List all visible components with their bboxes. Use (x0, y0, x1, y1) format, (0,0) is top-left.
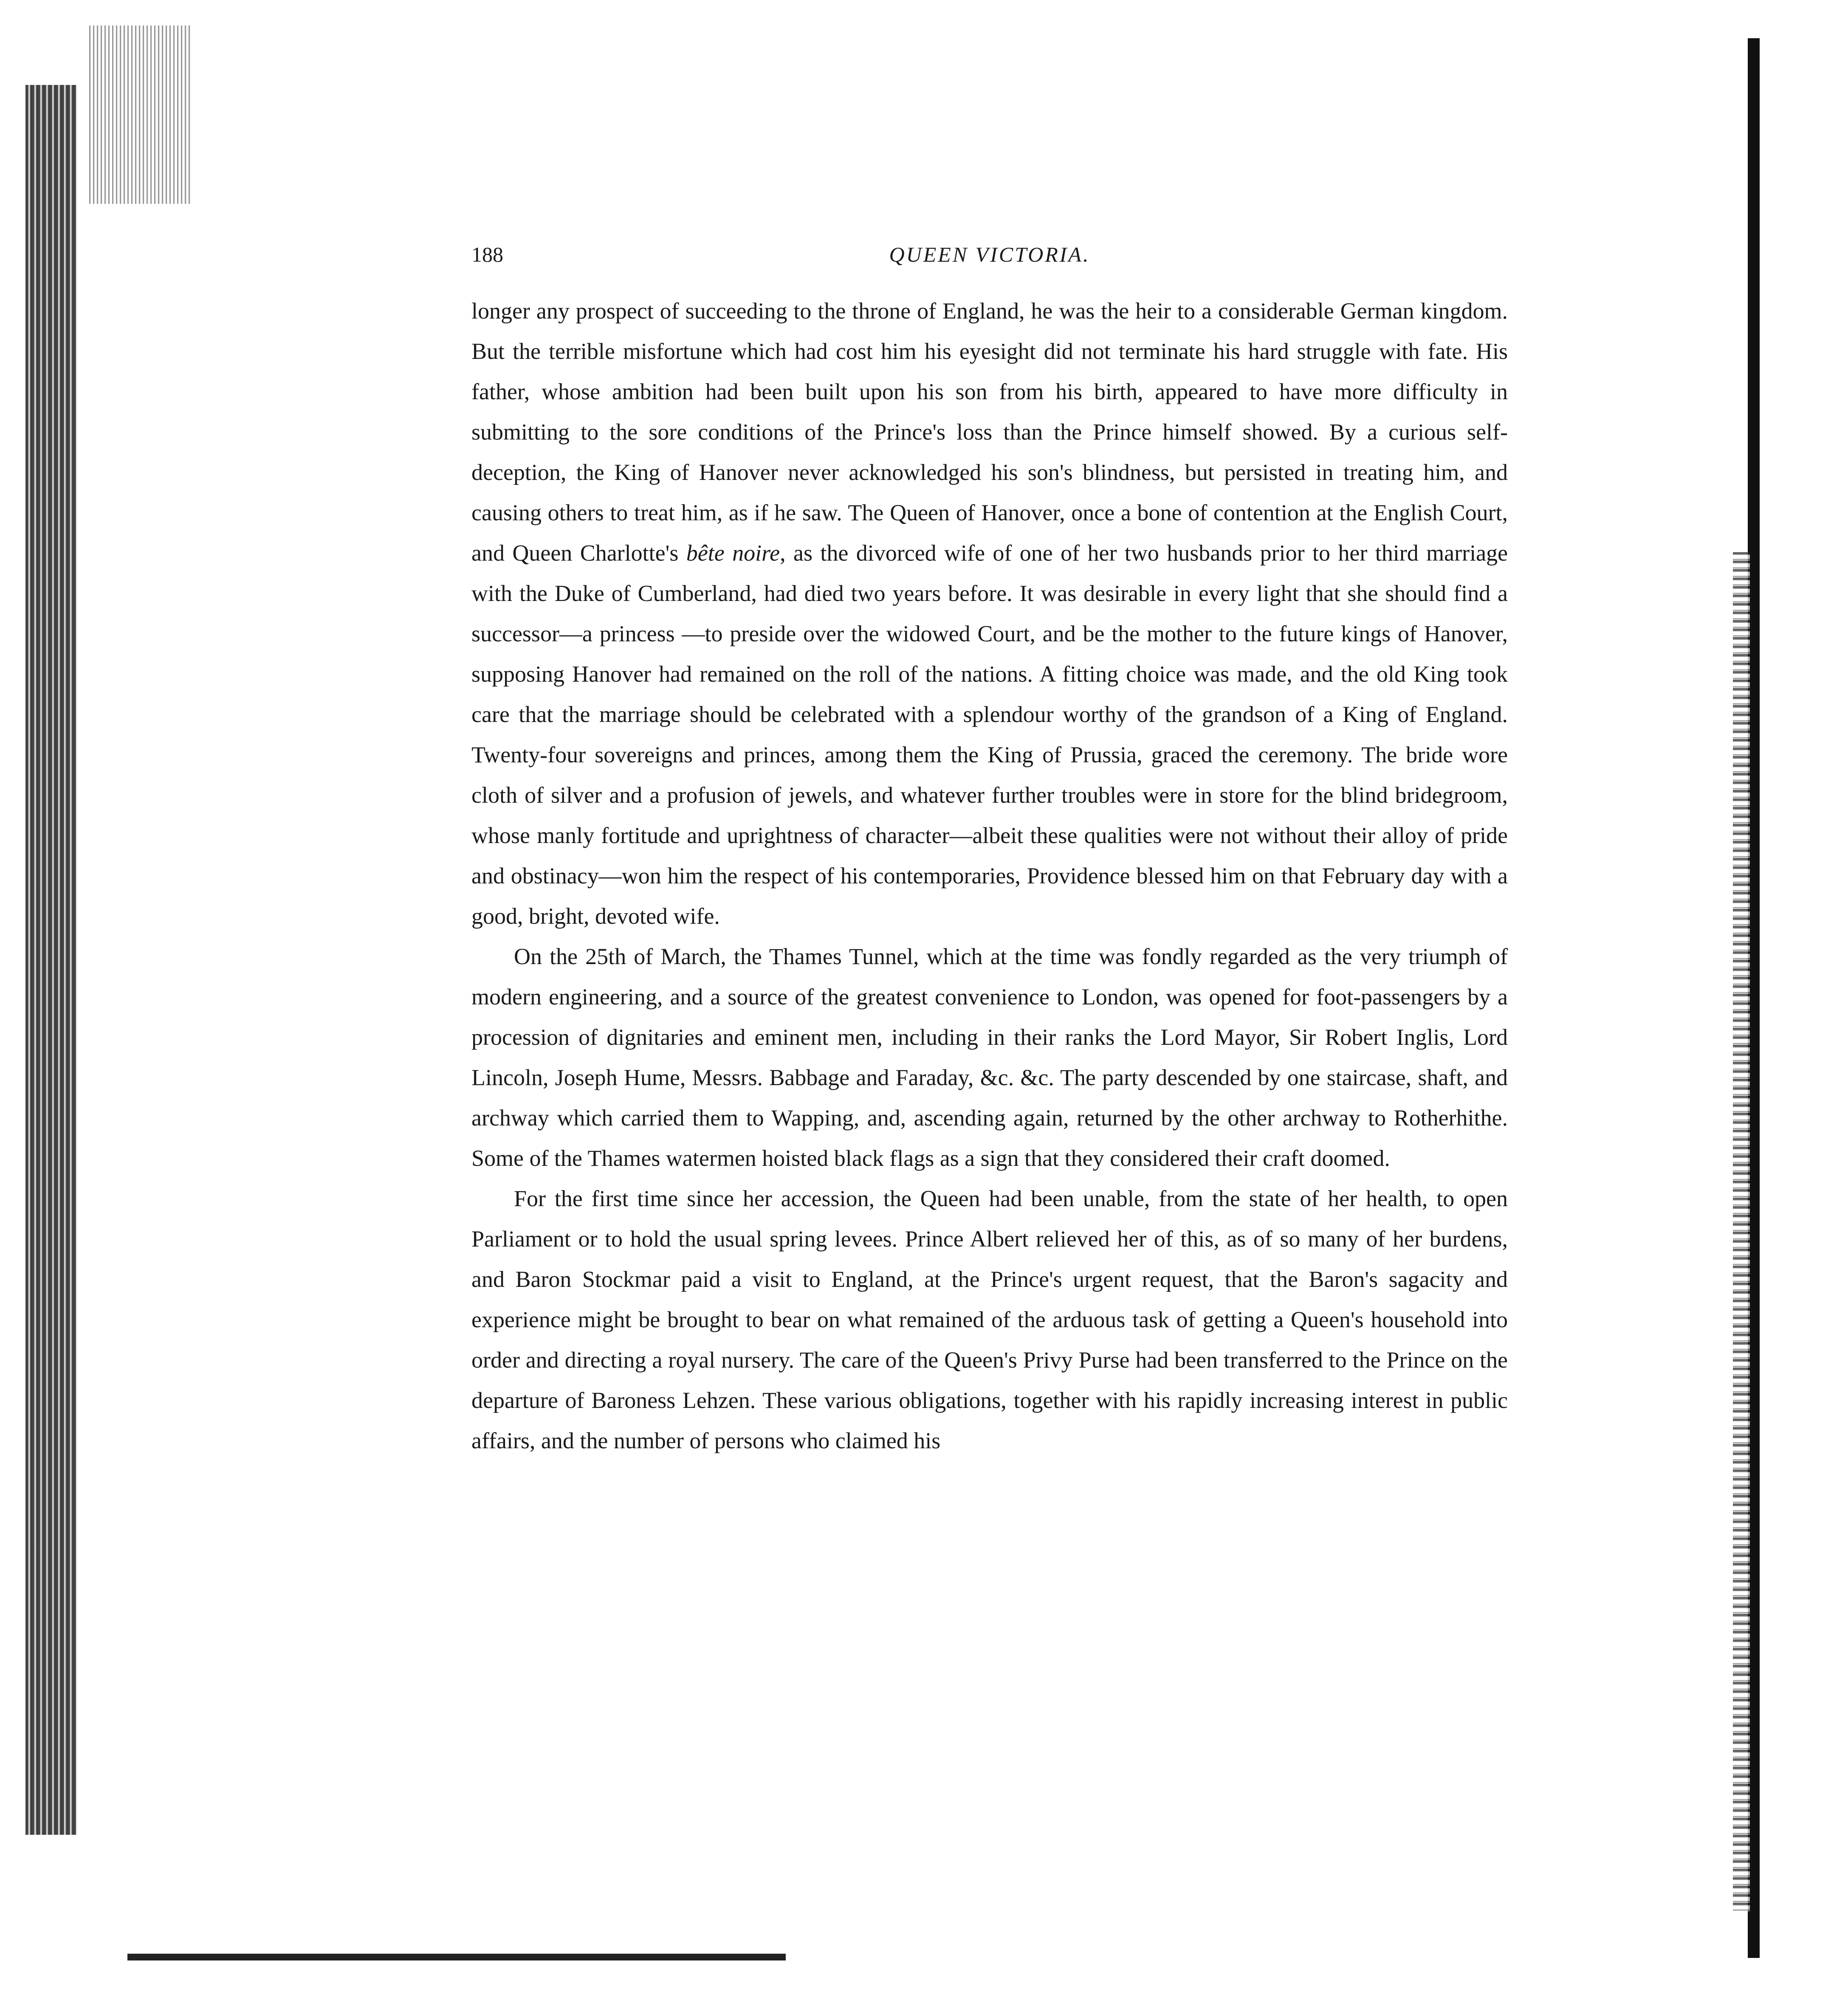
paragraph-3: For the first time since her accession, the Queen had been unable, from the state of her health, to open Parliament or to hold the usual spring levees. Prince Albert relieved her of this, as of so many of her burdens, and Baron Stockmar paid a visit to England, at the Prince's urgent request, that the Baron's sagacity and experience might be brought to bear on what remained of the arduous task of getting a Queen's household into order and directing a royal nursery. The care of the Queen's Privy Purse had been transferred to the Prince on the departure of Baroness Lehzen. These various obligations, together with his rapidly increasing interest in public affairs, and the number of persons who claimed his (471, 1186, 1508, 1453)
paragraph-1 (471, 291, 1508, 936)
scan-bleed-right (1733, 552, 1750, 1911)
paragraph-1-text-a: longer any prospect of succeeding to the throne of England, he was the heir to a considerable German kingdom. But the terrible misfortune which had cost him his eyesight did not terminate his hard struggle with fate. His father, whose ambition had been built upon his son from his birth, appeared to have more difficulty in submitting to the sore conditions of the Prince's loss than the Prince himself showed. By a curious self-deception, the King of Hanover never acknowledged his son's blindness, but persisted in treating him, and causing others to treat him, as if he saw. The Queen of Hanover, once a bone of contention at the English Court, and Queen Charlotte's (471, 298, 1508, 566)
scan-binding-edge-bottom (127, 1954, 786, 1960)
running-head (471, 242, 1508, 268)
book-page (471, 242, 1508, 1461)
paragraph-1-text-b: , as the divorced wife of one of her two husbands prior to her third marriage with the Duke of Cumberland, had died two years before. It was desirable in every light that she should find a successor—a princess —to preside over the widowed Court, and be the mother to the future kings of Hanover, supposing Hanover had remained on the roll of the nations. A fitting choice was made, and the old King took care that the marriage should be celebrated with a splendour worthy of the grandson of a King of England. Twenty-four sovereigns and princes, among them the King of Prussia, graced the ceremony. The bride wore cloth of silver and a profusion of jewels, and whatever further troubles were in store for the blind bridegroom, whose manly fortitude and uprightness of character—albeit these qualities were not without their alloy of pride and obstinacy—won him the respect of his contemporaries, Providence blessed him on that February day with a good, bright, devoted wife. (471, 540, 1508, 929)
page-number: 188 (471, 243, 503, 266)
running-title: QUEEN VICTORIA. (889, 243, 1090, 266)
paragraph-1-italic-phrase: bête noire (686, 540, 780, 566)
paragraph-2: On the 25th of March, the Thames Tunnel, which at the time was fondly regarded as the very triumph of modern engineering, and a source of the greatest convenience to London, was opened for foot-passengers by a procession of dignitaries and eminent men, including in their ranks the Lord Mayor, Sir Robert Inglis, Lord Lincoln, Joseph Hume, Messrs. Babbage and Faraday, &c. &c. The party descended by one staircase, shaft, and archway which carried them to Wapping, and, ascending again, returned by the other archway to Rotherhithe. Some of the Thames watermen hoisted black flags as a sign that they considered their craft doomed. (471, 944, 1508, 1171)
body-text (471, 291, 1508, 1461)
scan-page-edge-left-top (89, 25, 191, 204)
scan-binding-edge-left (25, 85, 76, 1835)
